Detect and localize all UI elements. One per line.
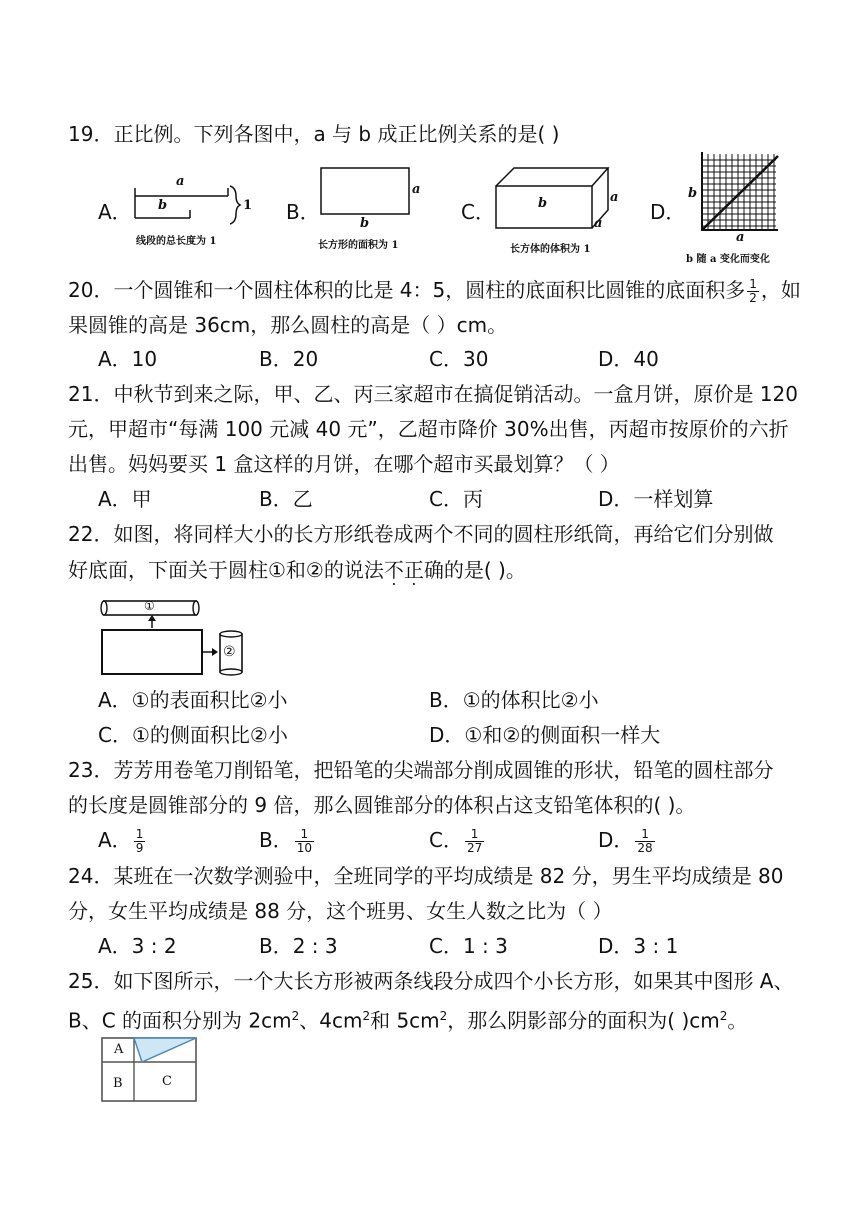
q21-option-c: C．丙 <box>429 487 483 511</box>
q20-stem-line2: 果圆锥的高是 36cm，那么圆柱的高是（ ）cm。 <box>68 313 508 337</box>
q20-frac-numerator: 1 <box>749 277 757 291</box>
q23-option-b <box>259 826 316 855</box>
q20-frac-denominator: 2 <box>749 291 757 305</box>
q21-option-b: B．乙 <box>259 487 313 511</box>
q23-d-den: 28 <box>637 841 653 855</box>
q20-line1-end: ，如 <box>760 278 801 302</box>
q25-line2-e: 。 <box>727 1008 748 1033</box>
q20-option-d: D．40 <box>598 347 659 371</box>
q19-figure-c <box>490 162 620 254</box>
q20-option-a: A．10 <box>98 347 158 371</box>
q22-emphasis-zheng: 正 <box>403 558 424 582</box>
q21-stem-line2: 元，甲超市“每满 100 元减 40 元”，乙超市降价 30%出售，丙超市按原价的六折 <box>68 417 789 441</box>
q25-fig-label-c: C <box>162 1074 172 1089</box>
q25-sup-3: 2 <box>439 1009 448 1023</box>
q22-option-b: B．①的体积比②小 <box>429 688 599 712</box>
q25-stem-line1: 25．如下图所示，一个大长方形被两条线段分成四个小长方形，如果其中图形 A、 <box>68 969 794 993</box>
q19-option-b-label: B． <box>286 200 320 224</box>
q22-line2-d: 确的是( )。 <box>423 558 526 582</box>
q25-fig-label-a: A <box>114 1042 124 1057</box>
q25-fig-label-b: B <box>113 1076 123 1091</box>
q24-option-a: A．3 : 2 <box>98 934 177 958</box>
q19-fig-a-label-one: 1 <box>243 198 253 213</box>
q22-option-c: C．①的侧面积比②小 <box>98 723 288 747</box>
q19-fig-c-label-a2: a <box>594 216 603 231</box>
q22-fig-label-1: ① <box>144 599 155 613</box>
q22-option-d: D．①和②的侧面积一样大 <box>429 723 661 747</box>
q19-fig-b-caption: 长方形的面积为 1 <box>318 240 399 251</box>
q19-fig-b-label-a: a <box>412 182 421 197</box>
q25-figure <box>100 1036 200 1104</box>
q25-sup-1: 2 <box>291 1009 300 1023</box>
q19-option-c-label: C． <box>461 200 495 224</box>
q20-line1-text: 20．一个圆锥和一个圆柱体积的比是 4：5，圆柱的底面积比圆锥的底面积多 <box>68 278 746 302</box>
q19-fig-a-label-b: b <box>158 198 168 213</box>
q23-d-num: 1 <box>635 828 654 842</box>
q23-option-b-label: B． <box>259 828 293 852</box>
q25-stem-line2 <box>68 1002 747 1035</box>
q23-option-b-fraction <box>295 828 314 855</box>
q20-stem-line1 <box>68 276 801 305</box>
q23-option-d <box>598 826 657 855</box>
q23-b-num: 1 <box>295 828 314 842</box>
q19-figure-b <box>316 164 432 254</box>
q23-stem-line1: 23．芳芳用卷笔刀削铅笔，把铅笔的尖端部分削成圆锥的形状，铅笔的圆柱部分 <box>68 758 774 782</box>
q24-stem-line2: 分，女生平均成绩是 88 分，这个班男、女生人数之比为（ ） <box>68 899 613 923</box>
q24-option-d: D．3 : 1 <box>598 934 679 958</box>
q20-fraction <box>747 278 759 305</box>
q19-fig-d-label-b: b <box>688 186 698 201</box>
q23-c-den: 27 <box>466 841 483 855</box>
q22-stem-line2 <box>68 556 526 584</box>
q23-option-a <box>98 826 147 855</box>
q19-fig-d-caption: b 随 a 变化而变化 <box>686 254 770 265</box>
q19-stem: 19．正比例。下列各图中，a 与 b 成正比例关系的是( ) <box>68 122 560 146</box>
q22-option-a: A．①的表面积比②小 <box>98 688 288 712</box>
q24-option-b: B．2 : 3 <box>259 934 338 958</box>
q19-fig-c-label-a: a <box>610 190 619 205</box>
q23-option-c <box>429 826 486 855</box>
q22-figure <box>98 594 258 680</box>
q21-stem-line3: 出售。妈妈要买 1 盒这样的月饼，在哪个超市买最划算？（ ） <box>68 452 620 476</box>
q23-a-den: 9 <box>135 841 144 855</box>
q25-sup-2: 2 <box>362 1009 371 1023</box>
q22-fig-label-2: ② <box>223 644 236 660</box>
q25-line2-d: ，那么阴影部分的面积为( )cm <box>447 1008 720 1033</box>
q19-fig-b-label-b: b <box>360 216 370 231</box>
q23-stem-line2: 的长度是圆锥部分的 9 倍，那么圆锥部分的体积占这支铅笔体积的( )。 <box>68 793 696 817</box>
q19-fig-c-label-b: b <box>538 196 548 211</box>
q23-option-c-label: C． <box>429 828 463 852</box>
q22-line2-a: 好底面，下面关于圆柱①和②的说法 <box>68 558 384 582</box>
q19-fig-a-caption: 线段的总长度为 1 <box>136 236 217 247</box>
q23-c-num: 1 <box>465 828 484 842</box>
q25-line2-a: B、C 的面积分别为 2cm <box>68 1008 292 1033</box>
q23-option-d-label: D． <box>598 828 634 852</box>
q19-fig-a-label-a: a <box>176 174 185 189</box>
q19-option-d-label: D． <box>650 200 686 224</box>
q24-option-c: C．1 : 3 <box>429 934 508 958</box>
q21-stem-line1: 21．中秋节到来之际，甲、乙、丙三家超市在搞促销活动。一盒月饼，原价是 120 <box>68 382 798 406</box>
q23-b-den: 10 <box>296 841 313 855</box>
q25-sup-4: 2 <box>719 1009 728 1023</box>
q19-figure-a <box>130 170 260 250</box>
q22-emphasis-bu: 不 <box>383 558 404 582</box>
q20-option-c: C．30 <box>429 347 489 371</box>
q21-option-d: D．一样划算 <box>598 487 714 511</box>
q23-option-a-label: A． <box>98 828 132 852</box>
q23-option-d-fraction <box>635 828 654 855</box>
q23-option-a-fraction <box>134 828 146 855</box>
q22-stem-line1: 22．如图，将同样大小的长方形纸卷成两个不同的圆柱形纸筒，再给它们分别做 <box>68 522 774 546</box>
q25-line2-c: 和 5cm <box>370 1008 440 1033</box>
q23-option-c-fraction <box>465 828 484 855</box>
q19-fig-c-caption: 长方体的体积为 1 <box>510 244 591 255</box>
q24-stem-line1: 24．某班在一次数学测验中，全班同学的平均成绩是 82 分，男生平均成绩是 80 <box>68 864 784 888</box>
q21-option-a: A．甲 <box>98 487 152 511</box>
q25-line2-b: 、4cm <box>299 1008 363 1033</box>
q19-fig-d-label-a: a <box>736 230 745 245</box>
q20-option-b: B．20 <box>259 347 319 371</box>
q23-a-num: 1 <box>135 827 144 841</box>
q19-figure-d <box>682 150 792 268</box>
q19-option-a-label: A． <box>98 200 132 224</box>
